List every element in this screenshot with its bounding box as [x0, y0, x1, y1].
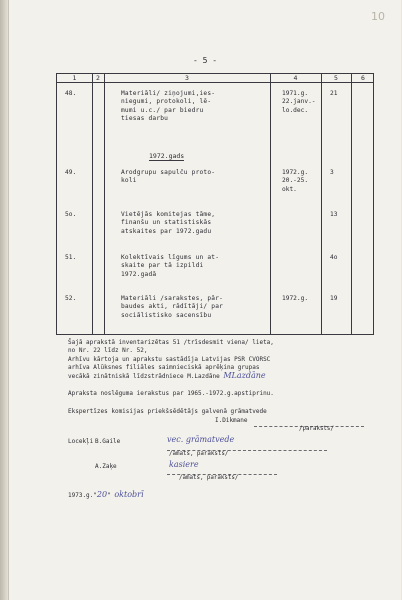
- item-sheets: 13: [330, 211, 338, 218]
- footer-commission-line: Ekspertīzes komisijas priekšsēdētājs galvenā grāmatvede: [68, 408, 267, 415]
- column-header-5: 5: [334, 74, 338, 82]
- archive-corner-number: 10: [371, 10, 385, 23]
- footer-compiler-line: Arhīvu kārtoja un aprakstu sastādīja Latvijas PSR CVORSC: [68, 356, 271, 363]
- column-divider: [351, 74, 352, 334]
- footer-inventory-line: Šajā aprakstā inventarizētas 51 /trīsdesmit viena/ lieta,: [68, 339, 274, 346]
- footer-approval-line: Apraksta noslēguma ierakstus par 1965.-1972.g.apstiprinu.: [68, 390, 274, 397]
- item-description: Vietējās komitejas tāme, finanšu un statistiskās atskaites par 1972.gadu: [121, 211, 216, 235]
- researcher-name: vecākā zinātniskā līdzstrādniece M.Lazdāne: [68, 373, 220, 380]
- member-1-signature: vec. grāmatvede: [167, 435, 235, 444]
- item-sheets: 19: [330, 295, 338, 302]
- page-number: - 5 -: [192, 56, 218, 65]
- item-number: 52.: [65, 295, 77, 302]
- column-divider: [92, 74, 93, 334]
- item-number: 5o.: [65, 211, 77, 218]
- column-header-4: 4: [293, 74, 298, 82]
- document-date: 1973.g."20" oktobrī: [68, 490, 144, 499]
- item-sheets: 3: [330, 169, 334, 176]
- item-description: Materiāli/ ziņojumi,ies- niegumi, protokoli, lē- mumi u.c./ par biedru tiesas darbu: [121, 90, 216, 123]
- item-dates: 1971.g. 22.janv.- lo.dec.: [282, 90, 316, 114]
- item-description: Arodgrupu sapulču proto- koli: [121, 169, 216, 185]
- item-sheets: 4o: [330, 254, 338, 261]
- inventory-table: [56, 73, 374, 335]
- member-2-signature: kasiere: [169, 460, 199, 469]
- item-description: Kolektīvais līgums un at- skaite par tā izpildi 1972.gadā: [121, 254, 220, 278]
- date-month: oktobrī: [114, 490, 144, 499]
- member-2-caption: /amats, paraksts/: [179, 475, 239, 481]
- footer-researcher-line: [68, 372, 398, 381]
- members-label: Locekļi: [68, 438, 94, 445]
- date-day: 20: [96, 490, 108, 499]
- item-number: 49.: [65, 169, 77, 176]
- member-2-name: A.Zaķe: [95, 463, 117, 470]
- column-header-2: 2: [96, 74, 100, 82]
- signature-caption: /paraksts/: [299, 426, 334, 432]
- item-description: Materiāli /sarakstes, pār- baudes akti, rādītāji/ par sociālistisko sacensību: [121, 295, 224, 319]
- column-header-1: 1: [72, 74, 77, 82]
- member-1-name: B.Gaile: [95, 438, 121, 445]
- signature-lazdane: MLazdāne: [223, 371, 266, 380]
- member-1-caption: /amats, paraksts/: [169, 451, 229, 457]
- column-header-6: 6: [361, 74, 365, 82]
- item-number: 48.: [65, 90, 77, 97]
- column-header-3: 3: [185, 74, 189, 82]
- date-prefix: 1973.g.": [68, 492, 97, 499]
- document-page: [8, 0, 401, 600]
- item-dates: 1972.g.: [282, 295, 309, 302]
- item-number: 51.: [65, 254, 77, 261]
- item-dates: 1972.g. 20.-25. okt.: [282, 169, 309, 193]
- item-sheets: 21: [330, 90, 338, 97]
- footer-branch-line: arhīva Alūksnes filiāles saimnieciskā aprēķina grupas: [68, 364, 260, 371]
- column-divider: [104, 74, 105, 334]
- footer-range-line: no Nr. 22 līdz Nr. 52,: [68, 347, 148, 354]
- chairman-name: I.Dikmane: [215, 417, 248, 424]
- binding-edge: [0, 0, 8, 600]
- year-heading: 1972.gads: [149, 152, 185, 160]
